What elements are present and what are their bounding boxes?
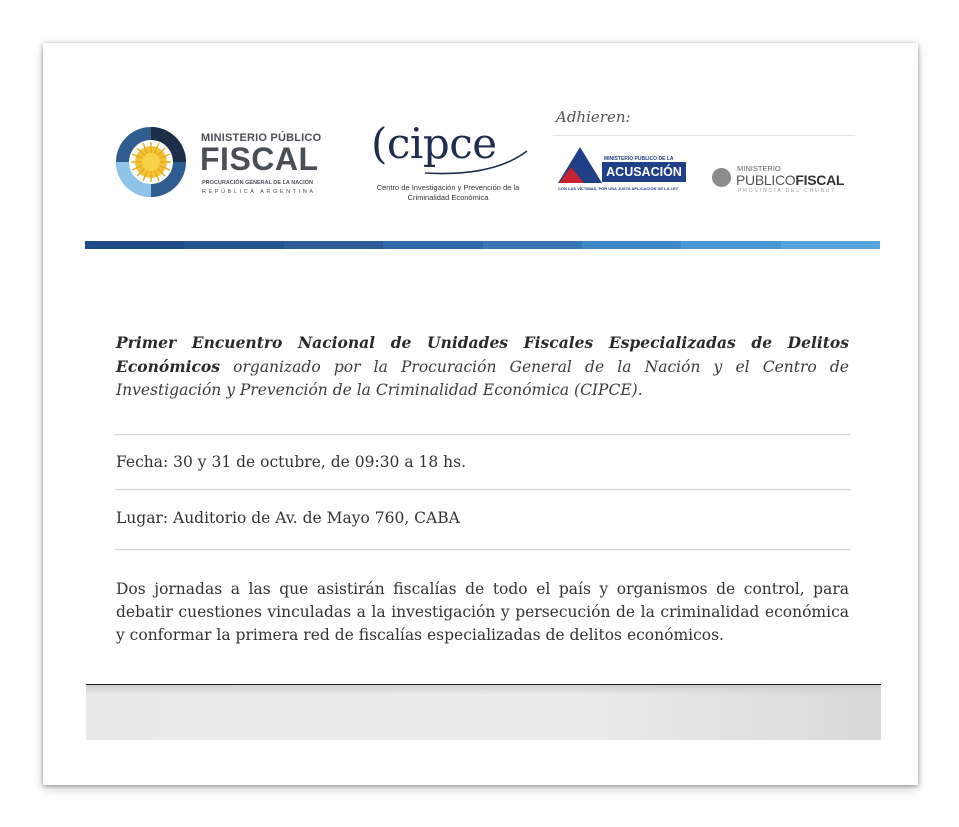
event-title: Primer Encuentro Nacional de Unidades Fiscales Especializadas de Delitos Económicos [116,333,849,376]
chubut-logo [711,161,851,195]
stripe-segment [483,241,582,249]
mpf-logo-line1: PROCURACIÓN GENERAL DE LA NACIÓN [202,180,313,186]
mpf-logo-main: FISCAL [200,141,319,177]
acusacion-logo-main: ACUSACIÓN [602,162,686,182]
event-date: Fecha: 30 y 31 de octubre, de 09:30 a 18 hs. [116,453,467,471]
footer-band [86,684,881,740]
acusacion-logo-bottom: CON LAS VÍCTIMAS, POR UNA JUSTA APLICACIÓN DE LA LEY [558,186,679,191]
divider [115,434,851,435]
mpf-logo [115,125,335,203]
stripe-segment [781,241,880,249]
cipce-logo-word: (cipce [371,119,497,168]
chubut-logo-main-bold: FISCAL [795,172,845,188]
chubut-logo-main-light: PUBLICO [736,172,796,188]
argentina-seal-icon [115,126,187,198]
chubut-logo-main [736,172,844,188]
chubut-logo-top: MINISTERIO [737,164,781,173]
event-intro [116,331,849,402]
stripe-segment [284,241,383,249]
cipce-logo-subtitle: Centro de Investigación y Prevención de la Criminalidad Económica [376,183,520,202]
stripe-segment [383,241,482,249]
acusacion-triangle-icon [557,145,603,185]
mpf-logo-top: MINISTERIO PÚBLICO [201,132,322,144]
stripe-segment [85,241,184,249]
acusacion-logo-top: MINISTERIO PÚBLICO DE LA [604,156,674,162]
chubut-logo-sub: PROVINCIA DEL CHUBUT [738,188,837,194]
divider [115,549,851,550]
chubut-dot-icon [712,168,731,187]
stripe-segment [681,241,780,249]
cipce-swoosh-icon [423,147,533,177]
adhieren-label: Adhieren: [556,108,631,126]
acusacion-logo [557,145,687,193]
divider [115,489,851,490]
event-location: Lugar: Auditorio de Av. de Mayo 760, CABA [116,509,460,527]
cipce-logo [363,119,533,209]
header-stripe [85,241,880,249]
event-description: Dos jornadas a las que asistirán fiscalías de todo el país y organismos de control, para debatir cuestiones vinculadas a la investigación y persecución de la criminalidad económica y conformar la primera red de fiscalías especializadas de delitos económicos. [116,580,849,644]
mpf-logo-line2: REPÚBLICA ARGENTINA [202,189,316,195]
event-organizers: organizado por la Procuración General de la Nación y el Centro de Investigación y Prevención de la Criminalidad Económica (CIPCE). [116,358,849,399]
stripe-segment [184,241,283,249]
stripe-segment [582,241,681,249]
adhieren-divider [553,135,855,136]
invitation-card [43,43,918,785]
